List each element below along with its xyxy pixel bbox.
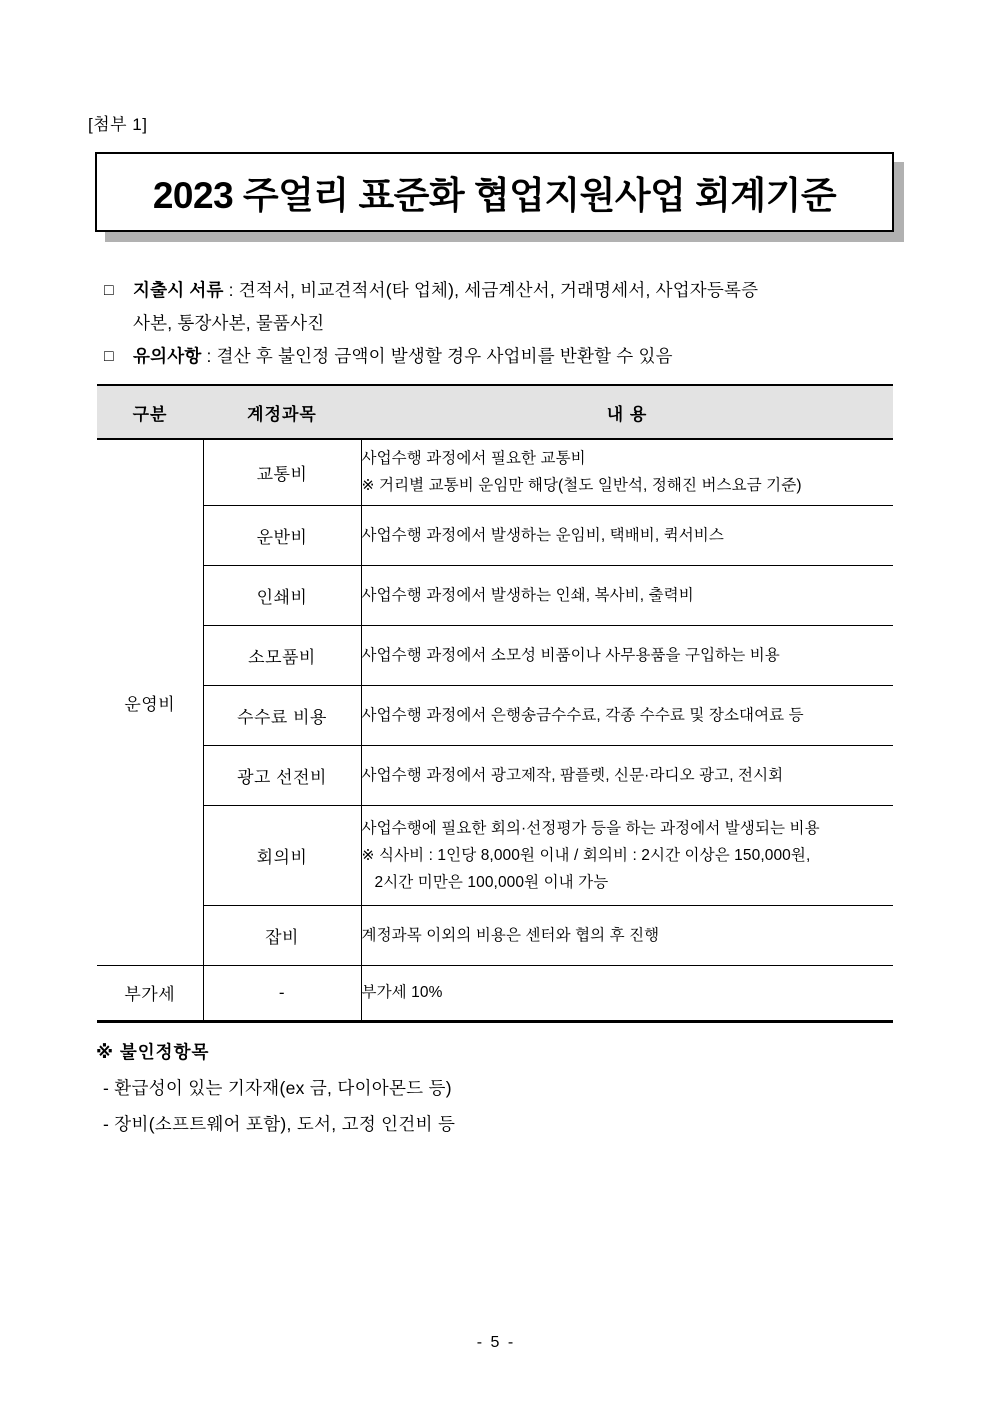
content-cell bbox=[361, 625, 893, 685]
account-cell: 회의비 bbox=[203, 805, 361, 905]
category-cell: 부가세 bbox=[97, 965, 203, 1021]
notice-body bbox=[133, 340, 918, 373]
content-line: 사업수행 과정에서 소모성 비품이나 사무용품을 구입하는 비용 bbox=[361, 646, 780, 664]
attachment-label: [첨부 1] bbox=[88, 115, 148, 134]
content-cell bbox=[361, 685, 893, 745]
page-title: 2023 주얼리 표준화 협업지원사업 회계기준 bbox=[152, 175, 837, 216]
notice-caution bbox=[104, 340, 918, 373]
notice-expense-documents bbox=[104, 274, 918, 340]
notice-line bbox=[133, 274, 918, 307]
table-header bbox=[97, 385, 893, 439]
notice-body bbox=[133, 274, 918, 340]
table-row bbox=[97, 565, 893, 625]
table-header-row bbox=[97, 385, 893, 439]
notice-section bbox=[104, 274, 918, 373]
page-number: - 5 - bbox=[476, 1334, 516, 1351]
accounting-standards-table bbox=[97, 384, 893, 1023]
notice-label: 유의사항 bbox=[133, 346, 202, 366]
notice-label: 지출시 서류 bbox=[133, 280, 224, 300]
table-row bbox=[97, 905, 893, 965]
account-cell: 잡비 bbox=[203, 905, 361, 965]
account-cell: 광고 선전비 bbox=[203, 745, 361, 805]
account-cell: 운반비 bbox=[203, 505, 361, 565]
content-cell bbox=[361, 905, 893, 965]
content-cell bbox=[361, 439, 893, 505]
title-box bbox=[95, 152, 894, 232]
table-row bbox=[97, 745, 893, 805]
account-cell: 소모품비 bbox=[203, 625, 361, 685]
disallowed-items-section bbox=[96, 1034, 896, 1142]
content-line: 사업수행 과정에서 발생하는 인쇄, 복사비, 출력비 bbox=[361, 586, 694, 604]
table-row bbox=[97, 965, 893, 1021]
content-cell bbox=[361, 745, 893, 805]
header-content: 내 용 bbox=[361, 385, 893, 439]
square-bullet-icon: □ bbox=[104, 348, 114, 365]
table-row bbox=[97, 505, 893, 565]
notice-text: 견적서, 비교견적서(타 업체), 세금계산서, 거래명세서, 사업자등록증 bbox=[238, 280, 759, 300]
category-cell: 운영비 bbox=[97, 439, 203, 965]
table-body bbox=[97, 439, 893, 1021]
content-line: 사업수행 과정에서 필요한 교통비 bbox=[361, 450, 586, 468]
content-line: 사업수행 과정에서 광고제작, 팜플렛, 신문·라디오 광고, 전시회 bbox=[361, 766, 784, 784]
table-row bbox=[97, 439, 893, 505]
content-cell bbox=[361, 505, 893, 565]
square-bullet-icon: □ bbox=[104, 282, 114, 299]
disallowed-item: - 환급성이 있는 기자재(ex 금, 다이아몬드 등) bbox=[103, 1078, 452, 1098]
notice-colon: : bbox=[223, 280, 239, 300]
table-row bbox=[97, 625, 893, 685]
header-category: 구분 bbox=[97, 385, 203, 439]
disallowed-items-title: ※ 불인정항목 bbox=[96, 1042, 210, 1062]
content-line: ※ 식사비 : 1인당 8,000원 이내 / 회의비 : 2시간 이상은 150,000원, bbox=[361, 846, 811, 864]
notice-line: 사본, 통장사본, 물품사진 bbox=[133, 313, 325, 333]
notice-line bbox=[133, 340, 918, 373]
header-account: 계정과목 bbox=[203, 385, 361, 439]
notice-text: 결산 후 불인정 금액이 발생할 경우 사업비를 반환할 수 있음 bbox=[216, 346, 673, 366]
account-cell: - bbox=[203, 965, 361, 1021]
content-cell bbox=[361, 565, 893, 625]
account-cell: 수수료 비용 bbox=[203, 685, 361, 745]
content-cell bbox=[361, 965, 893, 1021]
table-row bbox=[97, 685, 893, 745]
content-line: ※ 거리별 교통비 운임만 해당(철도 일반석, 정해진 버스요금 기준) bbox=[361, 477, 802, 495]
table-row bbox=[97, 805, 893, 905]
notice-colon: : bbox=[201, 346, 217, 366]
content-line: 계정과목 이외의 비용은 센터와 협의 후 진행 bbox=[361, 926, 660, 944]
content-line: 사업수행 과정에서 은행송금수수료, 각종 수수료 및 장소대여료 등 bbox=[361, 706, 804, 724]
account-cell: 교통비 bbox=[203, 439, 361, 505]
accounting-table-wrapper bbox=[97, 384, 893, 1023]
content-line: 부가세 10% bbox=[361, 984, 443, 1001]
disallowed-item: - 장비(소프트웨어 포함), 도서, 고정 인건비 등 bbox=[103, 1114, 456, 1134]
content-cell bbox=[361, 805, 893, 905]
content-line: 2시간 미만은 100,000원 이내 가능 bbox=[374, 873, 609, 891]
account-cell: 인쇄비 bbox=[203, 565, 361, 625]
content-line: 사업수행에 필요한 회의·선정평가 등을 하는 과정에서 발생되는 비용 bbox=[361, 819, 820, 837]
content-line: 사업수행 과정에서 발생하는 운임비, 택배비, 퀵서비스 bbox=[361, 526, 724, 544]
